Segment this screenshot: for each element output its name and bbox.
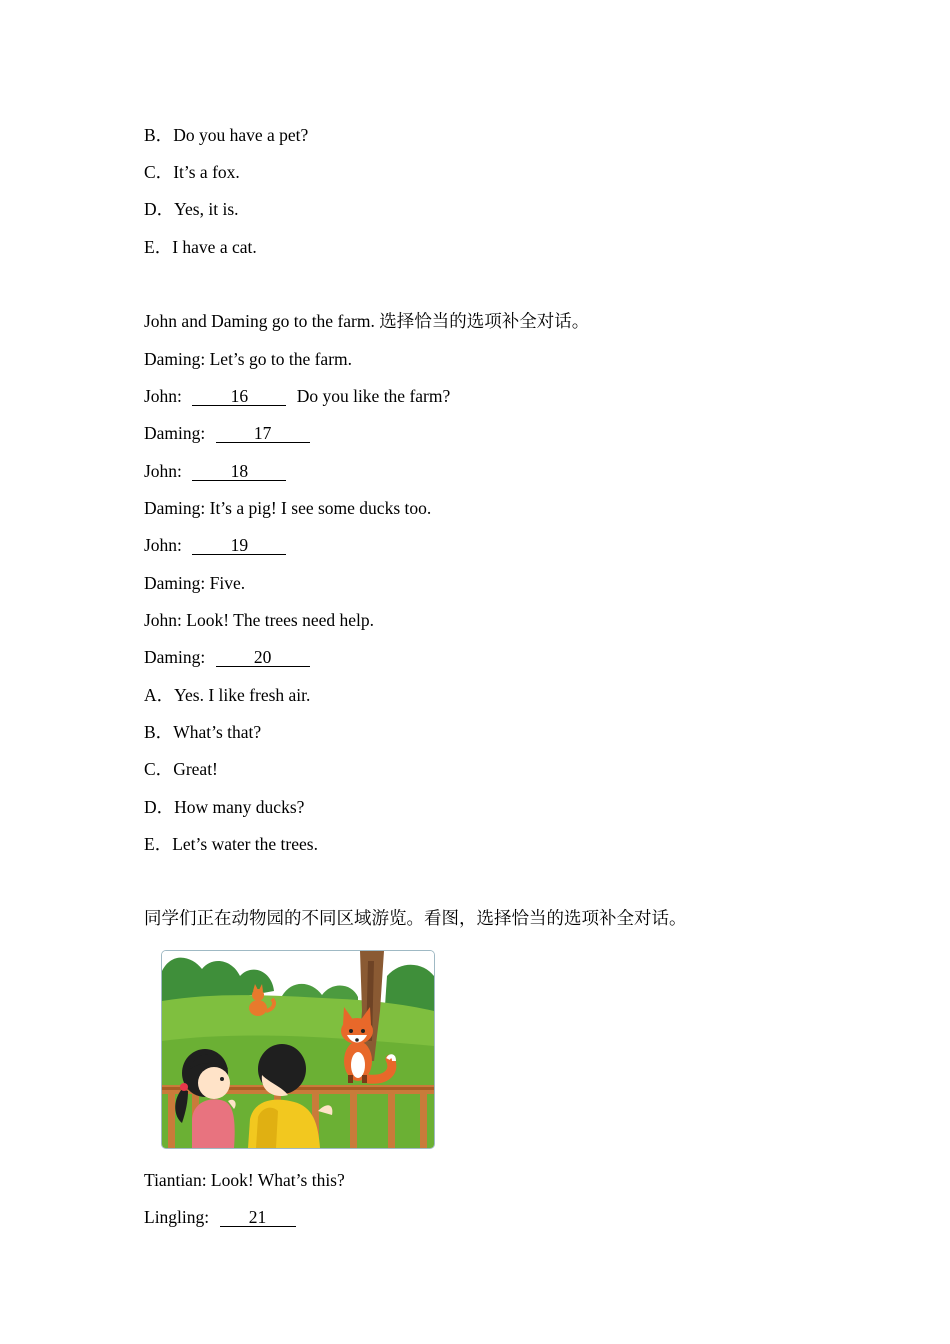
answer-blank-17[interactable]: 17 bbox=[216, 424, 310, 443]
dialogue-line-19: John: 19 bbox=[144, 534, 286, 556]
dialogue-line-21: Lingling: 21 bbox=[144, 1206, 296, 1228]
answer-blank-20[interactable]: 20 bbox=[216, 648, 310, 667]
dialogue-line-20: Daming: 20 bbox=[144, 646, 310, 668]
option-b: B．Do you have a pet? bbox=[144, 125, 309, 145]
dialogue-line: Tiantian: Look! What’s this? bbox=[144, 1170, 345, 1190]
dialogue-line-18: John: 18 bbox=[144, 460, 286, 482]
zoo-fox-scene-illustration bbox=[161, 950, 435, 1149]
dialogue-line: Daming: Five. bbox=[144, 573, 246, 593]
option-c: C．It’s a fox. bbox=[144, 162, 240, 182]
dialogue-line: John: Look! The trees need help. bbox=[144, 610, 375, 630]
section3-instruction: 同学们正在动物园的不同区域游览。看图，选择恰当的选项补全对话。 bbox=[144, 908, 687, 928]
option-d: D．Yes, it is. bbox=[144, 199, 239, 219]
section2-instruction: John and Daming go to the farm. 选择恰当的选项补全对话。 bbox=[144, 311, 590, 331]
option-e: E．Let’s water the trees. bbox=[144, 834, 318, 854]
answer-blank-21[interactable]: 21 bbox=[220, 1208, 296, 1227]
option-c: C．Great! bbox=[144, 759, 218, 779]
option-a: A．Yes. I like fresh air. bbox=[144, 685, 311, 705]
option-e: E．I have a cat. bbox=[144, 237, 257, 257]
dialogue-line: Daming: It’s a pig! I see some ducks too. bbox=[144, 498, 432, 518]
option-b: B．What’s that? bbox=[144, 722, 262, 742]
dialogue-line-17: Daming: 17 bbox=[144, 422, 310, 444]
answer-blank-18[interactable]: 18 bbox=[192, 462, 286, 481]
answer-blank-19[interactable]: 19 bbox=[192, 536, 286, 555]
answer-blank-16[interactable]: 16 bbox=[192, 387, 286, 406]
dialogue-line-16: John: 16 Do you like the farm? bbox=[144, 386, 451, 406]
option-d: D．How many ducks? bbox=[144, 797, 305, 817]
dialogue-line: Daming: Let’s go to the farm. bbox=[144, 349, 353, 369]
